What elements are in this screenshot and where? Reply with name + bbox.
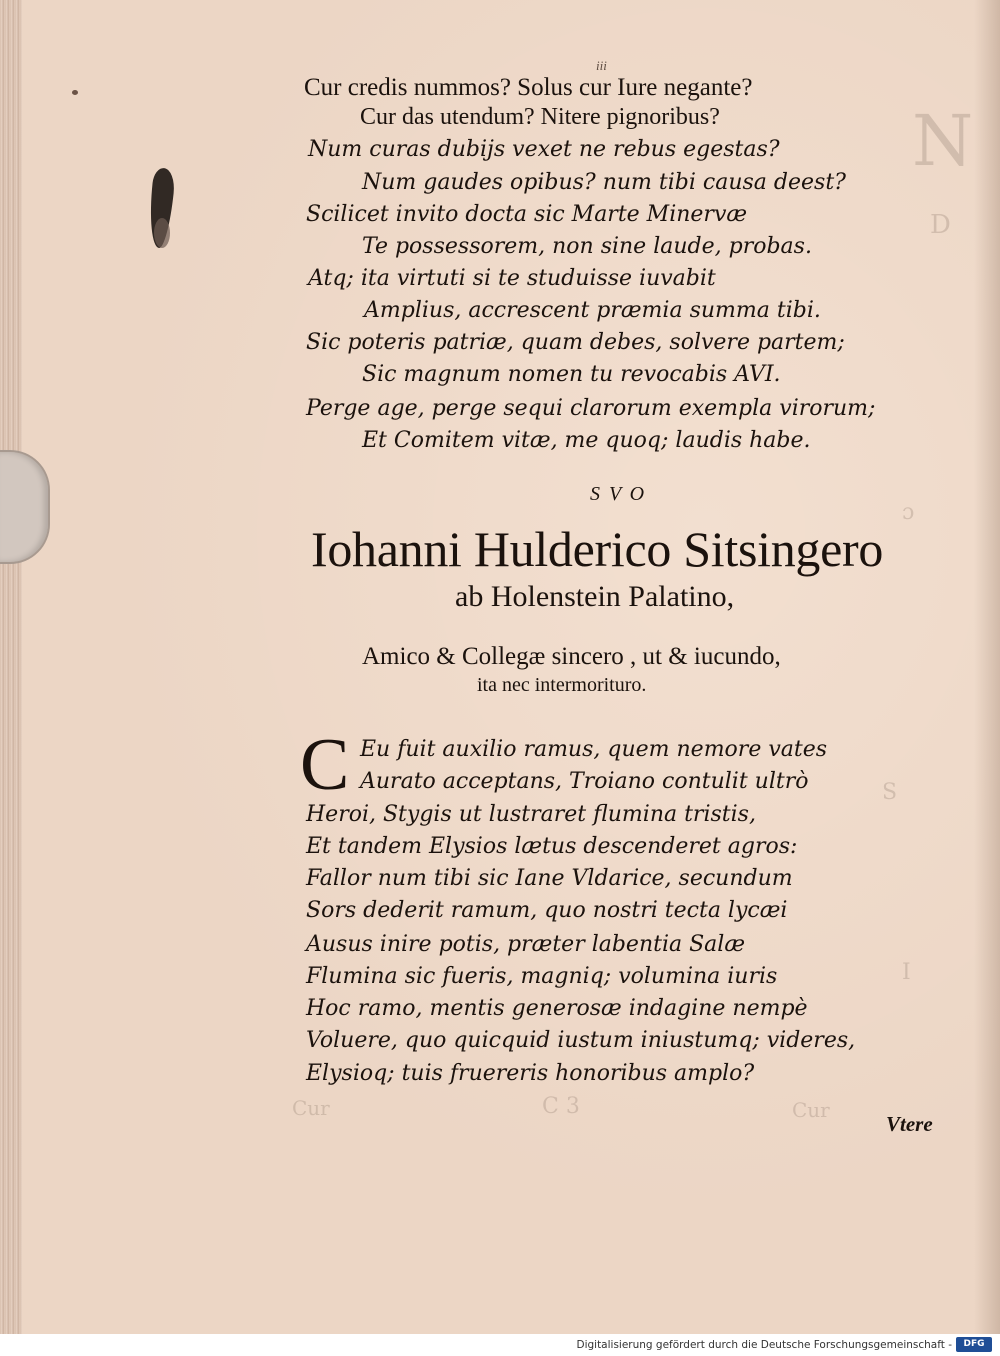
verse-line: Eu fuit auxilio ramus, quem nemore vates <box>360 737 828 762</box>
verse-line: Elysioq; tuis fruereris honoribus amplo? <box>306 1061 755 1086</box>
verse-line: Perge age, perge sequi clarorum exempla virorum; <box>306 396 876 421</box>
verse-line: Num gaudes opibus? num tibi causa deest? <box>362 170 846 195</box>
verse-line: Flumina sic fueris, magniq; volumina iuris <box>306 964 778 989</box>
verse-line: Ausus inire potis, præter labentia Salæ <box>306 932 746 957</box>
bleed-through-mark: Cur <box>792 1098 830 1122</box>
verse-line: Te possessorem, non sine laude, probas. <box>362 234 812 259</box>
binding-clip <box>0 450 50 564</box>
dedication-name: Iohanni Hulderico Sitsingero <box>311 521 884 577</box>
verse-line: Amplius, accrescent præmia summa tibi. <box>364 298 821 323</box>
bleed-through-mark: N <box>912 100 974 182</box>
dedication-place: ab Holenstein Palatino, <box>455 580 735 613</box>
bleed-through-mark: D <box>930 210 951 240</box>
bleed-through-mark: ɔ <box>902 500 915 525</box>
dedication-line-2: ita nec intermorituro. <box>477 674 647 696</box>
verse-line: Cur credis nummos? Solus cur Iure negante? <box>304 74 753 101</box>
dedication-svo: SVO <box>590 483 654 505</box>
verse-line: Hoc ramo, mentis generosæ indagine nempè <box>306 996 808 1021</box>
ink-blot <box>154 218 170 248</box>
bleed-through-mark: Cur <box>292 1096 330 1120</box>
page-mark: iii <box>596 58 607 73</box>
verse-line: Voluere, quo quicquid iustum iniustumq; videres, <box>306 1028 856 1053</box>
verse-line: Et tandem Elysios lætus descenderet agros: <box>306 834 798 859</box>
verse-line: Atq; ita virtuti si te studuisse iuvabit <box>308 266 716 291</box>
bleed-through-mark: I <box>902 960 911 985</box>
footer-credit: Digitalisierung gefördert durch die Deutsche Forschungsgemeinschaft - <box>576 1339 952 1351</box>
verse-line: Et Comitem vitæ, me quoq; laudis habe. <box>362 428 811 453</box>
drop-capital: C <box>300 724 350 806</box>
dedication-line-1: Amico & Collegæ sincero , ut & iucundo, <box>362 643 781 670</box>
ink-speck <box>72 90 78 95</box>
verse-line: Num curas dubijs vexet ne rebus egestas? <box>308 137 780 162</box>
verse-line: Sors dederit ramum, quo nostri tecta lycæi <box>306 898 788 923</box>
catchword: Vtere <box>886 1112 933 1136</box>
dfg-logo: DFG <box>956 1337 992 1352</box>
footer-bar <box>0 1334 1000 1356</box>
bleed-through-mark: S <box>882 780 898 805</box>
verse-line: Cur das utendum? Nitere pignoribus? <box>360 104 720 130</box>
bleed-through-mark: C 3 <box>542 1094 580 1119</box>
verse-line: Fallor num tibi sic Iane Vldarice, secundum <box>306 866 793 891</box>
verse-line: Aurato acceptans, Troiano contulit ultrò <box>360 769 809 794</box>
verse-line: Sic magnum nomen tu revocabis AVI. <box>362 362 781 387</box>
verse-line: Scilicet invito docta sic Marte Minervæ <box>306 202 748 227</box>
gutter-shadow <box>974 0 1000 1334</box>
verse-line: Heroi, Stygis ut lustraret flumina tristis, <box>306 802 756 827</box>
verse-line: Sic poteris patriæ, quam debes, solvere partem; <box>306 330 845 355</box>
page-edges <box>0 0 23 1334</box>
